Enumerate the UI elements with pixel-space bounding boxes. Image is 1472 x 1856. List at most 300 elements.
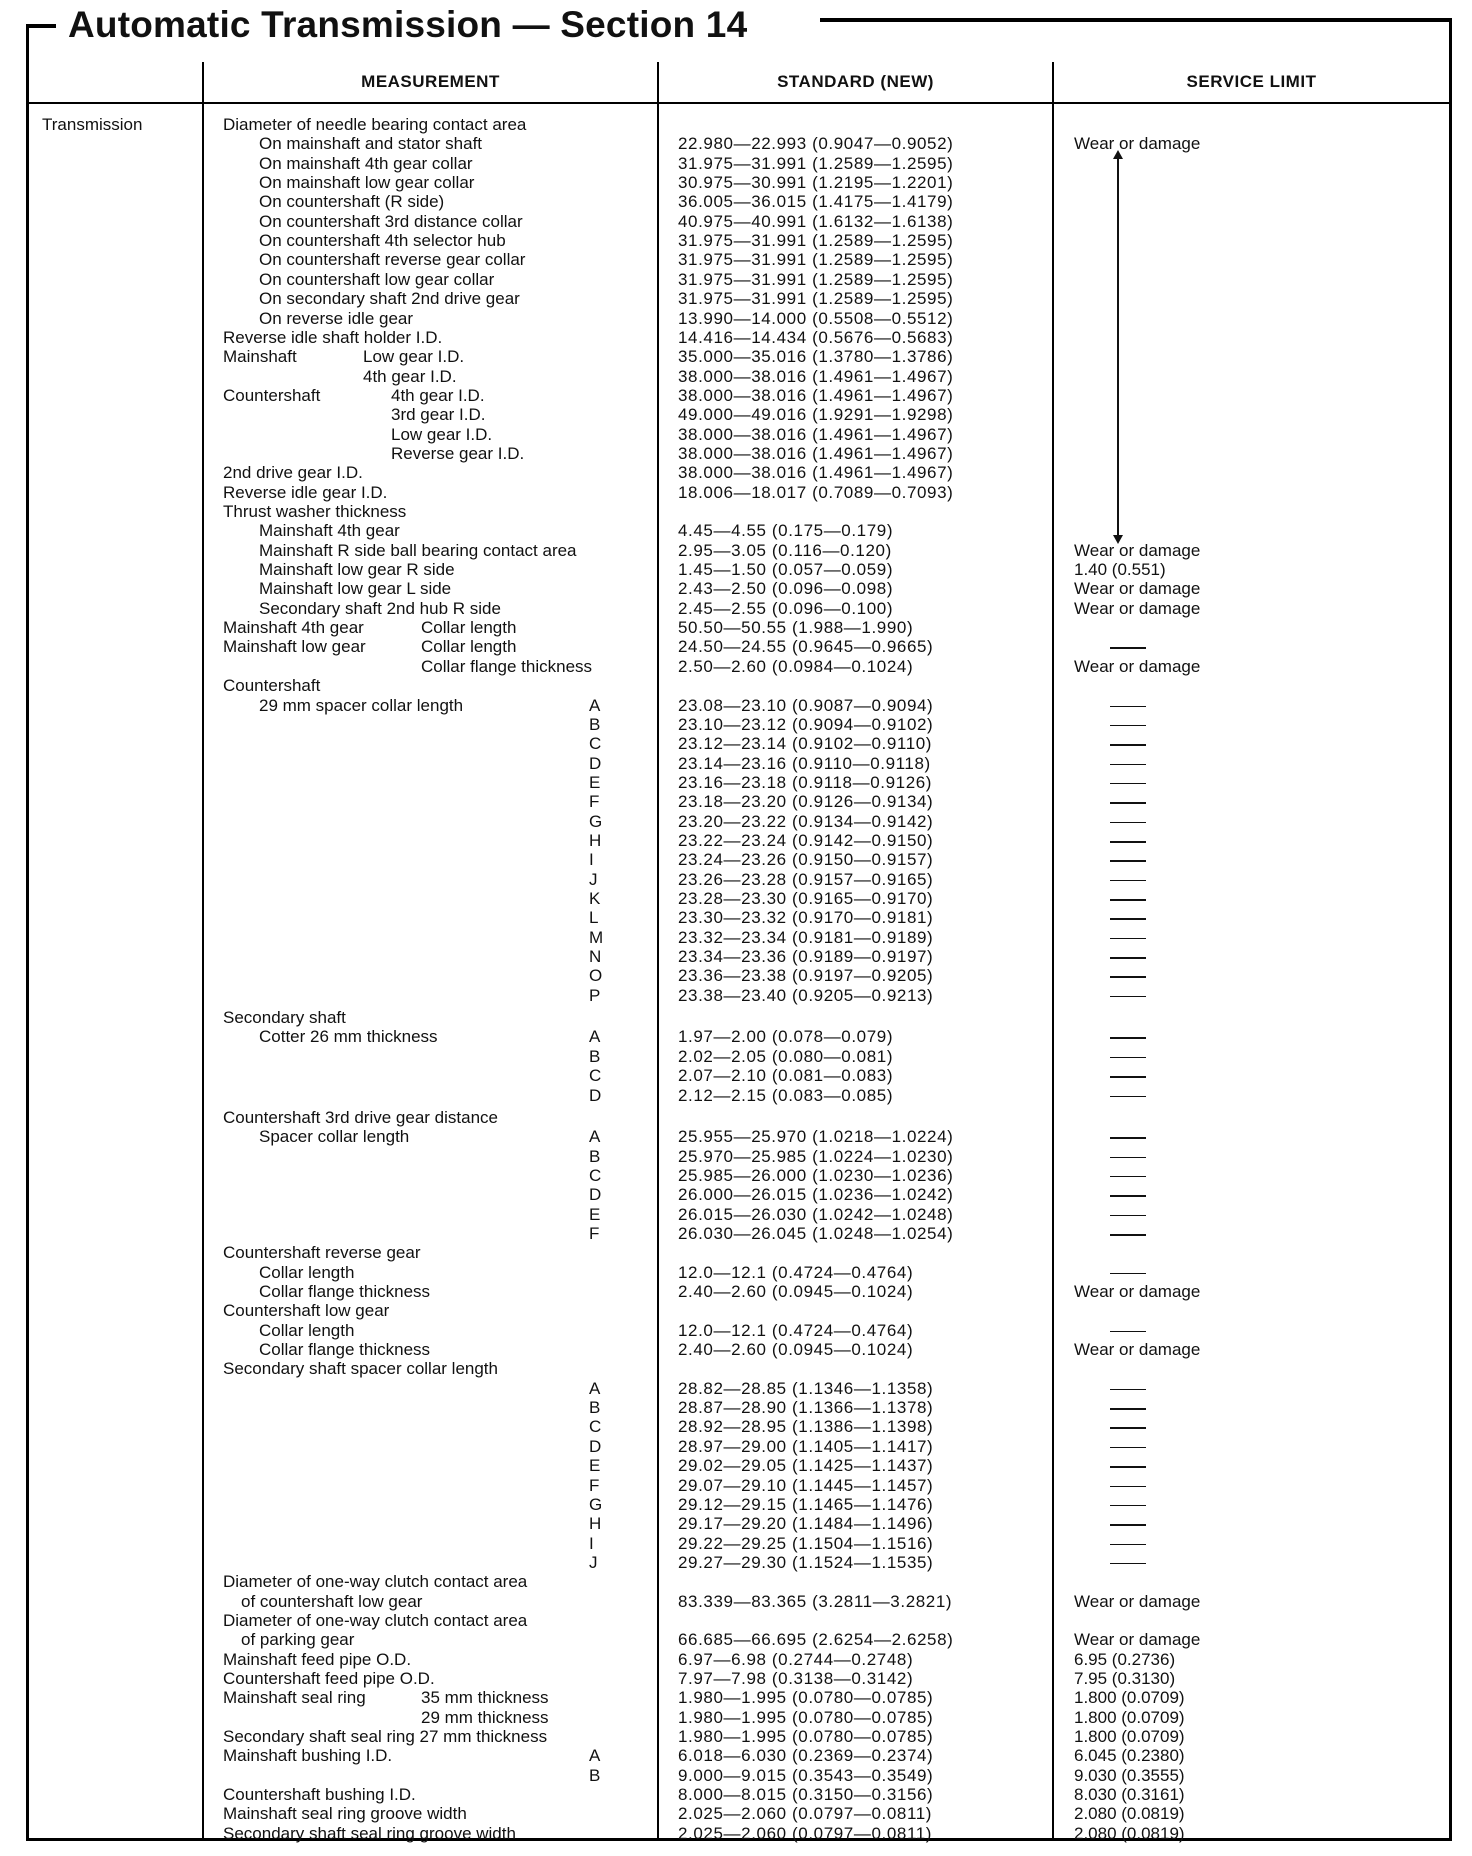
table-row [0,657,1472,676]
not-applicable-dash [1110,1466,1146,1468]
standard-value: 23.12—23.14 (0.9102—0.9110) [678,734,933,754]
standard-value: 1.980—1.995 (0.0780—0.0785) [678,1707,934,1727]
table-row [0,1514,1472,1533]
size-grade: E [589,772,601,792]
title-rule-left [26,24,56,28]
standard-value: 23.34—23.36 (0.9189—0.9197) [678,947,934,967]
standard-value: 1.45—1.50 (0.057—0.059) [678,560,894,580]
standard-value: 12.0—12.1 (0.4724—0.4764) [678,1262,914,1282]
measurement-sublabel: Low gear I.D. [363,347,465,367]
measurement-label: On countershaft 4th selector hub [259,231,506,251]
measurement-label: Mainshaft low gear R side [259,560,455,580]
table-row [0,250,1472,269]
standard-value: 38.000—38.016 (1.4961—1.4967) [678,385,954,405]
table-row [0,1108,1472,1127]
standard-value: 22.980—22.993 (0.9047—0.9052) [678,134,954,154]
measurement-label: Cotter 26 mm thickness [259,1027,438,1047]
table-row [0,328,1472,347]
standard-value: 31.975—31.991 (1.2589—1.2595) [678,153,954,173]
size-grade: A [589,695,601,715]
standard-value: 2.025—2.060 (0.0797—0.0811) [678,1823,933,1843]
table-row [0,792,1472,811]
table-row [0,1688,1472,1707]
standard-value: 38.000—38.016 (1.4961—1.4967) [678,366,954,386]
table-row [0,502,1472,521]
measurement-sublabel: Collar length [421,618,517,638]
size-grade: L [589,908,599,928]
size-grade: A [589,1378,601,1398]
table-row [0,367,1472,386]
standard-value: 2.025—2.060 (0.0797—0.0811) [678,1804,933,1824]
table-row [0,1785,1472,1804]
table-row [0,386,1472,405]
standard-value: 2.43—2.50 (0.096—0.098) [678,579,894,599]
size-grade: G [589,1494,603,1514]
not-applicable-dash [1110,1447,1146,1449]
size-grade: M [589,927,604,947]
standard-value: 13.990—14.000 (0.5508—0.5512) [678,308,954,328]
standard-value: 23.36—23.38 (0.9197—0.9205) [678,966,934,986]
standard-value: 2.40—2.60 (0.0945—0.1024) [678,1282,914,1301]
measurement-sublabel: 4th gear I.D. [363,366,457,386]
standard-value: 2.12—2.15 (0.083—0.085) [678,1085,894,1105]
standard-value: 31.975—31.991 (1.2589—1.2595) [678,289,954,309]
standard-value: 30.975—30.991 (1.2195—1.2201) [678,173,954,193]
measurement-sublabel: 3rd gear I.D. [391,405,486,425]
standard-value: 28.82—28.85 (1.1346—1.1358) [678,1378,934,1398]
service-limit-value: 2.080 (0.0819) [1074,1804,1185,1824]
not-applicable-dash [1110,647,1146,649]
table-row [0,599,1472,618]
service-limit-value: Wear or damage [1074,1282,1201,1301]
table-row [0,1592,1472,1611]
size-grade: B [589,714,601,734]
service-limit-value: 2.080 (0.0819) [1074,1823,1185,1843]
table-row [0,1047,1472,1066]
service-limit-value: Wear or damage [1074,1591,1201,1611]
standard-value: 29.22—29.25 (1.1504—1.1516) [678,1533,934,1553]
table-row [0,1185,1472,1204]
size-grade: I [589,850,594,870]
table-row [0,1127,1472,1146]
table-row [0,154,1472,173]
service-limit-value: Wear or damage [1074,598,1201,618]
not-applicable-dash [1110,1427,1146,1429]
not-applicable-dash [1110,1524,1146,1526]
standard-value: 1.980—1.995 (0.0780—0.0785) [678,1688,934,1708]
table-row [0,1824,1472,1843]
not-applicable-dash [1110,1389,1146,1391]
measurement-label: Reverse idle shaft holder I.D. [223,327,443,347]
measurement-label: Collar length [259,1262,355,1282]
table-row [0,1456,1472,1475]
table-row [0,173,1472,192]
size-grade: D [589,753,602,773]
not-applicable-dash [1110,725,1146,727]
not-applicable-dash [1110,1215,1146,1217]
standard-value: 23.38—23.40 (0.9205—0.9213) [678,985,934,1005]
table-row [0,134,1472,153]
standard-value: 23.16—23.18 (0.9118—0.9126) [678,772,933,792]
not-applicable-dash [1110,860,1146,862]
measurement-label: Diameter of one-way clutch contact area [223,1610,528,1630]
table-row [0,483,1472,502]
table-row [0,309,1472,328]
standard-value: 9.000—9.015 (0.3543—0.3549) [678,1765,934,1785]
size-grade: E [589,1456,601,1476]
standard-value: 28.97—29.00 (1.1405—1.1417) [678,1436,934,1456]
measurement-label: Mainshaft feed pipe O.D. [223,1649,412,1669]
measurement-sublabel: 4th gear I.D. [391,385,485,405]
measurement-label: Collar flange thickness [259,1282,431,1301]
service-limit-value: 1.40 (0.551) [1074,560,1166,580]
not-applicable-dash [1110,1486,1146,1488]
measurement-label: On mainshaft and stator shaft [259,134,483,154]
size-grade: B [589,1398,601,1418]
standard-value: 26.030—26.045 (1.0248—1.0254) [678,1223,954,1243]
standard-value: 23.22—23.24 (0.9142—0.9150) [678,830,934,850]
standard-value: 29.02—29.05 (1.1425—1.1437) [678,1456,934,1476]
not-applicable-dash [1110,996,1146,998]
standard-value: 25.955—25.970 (1.0218—1.0224) [678,1127,954,1147]
standard-value: 23.24—23.26 (0.9150—0.9157) [678,850,934,870]
table-row [0,1669,1472,1688]
standard-value: 23.20—23.22 (0.9134—0.9142) [678,811,934,831]
service-limit-value: Wear or damage [1074,1340,1201,1360]
measurement-label: Collar flange thickness [259,1340,431,1360]
table-row [0,908,1472,927]
measurement-sublabel: 29 mm thickness [421,1707,549,1727]
size-grade: F [589,792,600,812]
service-limit-value: 7.95 (0.3130) [1074,1669,1176,1688]
standard-value: 40.975—40.991 (1.6132—1.6138) [678,211,954,231]
measurement-label: Secondary shaft [223,1008,346,1028]
standard-value: 12.0—12.1 (0.4724—0.4764) [678,1320,914,1340]
standard-value: 29.07—29.10 (1.1445—1.1457) [678,1475,934,1495]
not-applicable-dash [1110,1331,1146,1333]
standard-value: 24.50—24.55 (0.9645—0.9665) [678,637,934,657]
not-applicable-dash [1110,822,1146,824]
table-row [0,889,1472,908]
not-applicable-dash [1110,1195,1146,1197]
table-row [0,1205,1472,1224]
table-row [0,1263,1472,1282]
table-row [0,1340,1472,1359]
not-applicable-dash [1110,1563,1146,1565]
standard-value: 2.02—2.05 (0.080—0.081) [678,1046,894,1066]
standard-value: 2.50—2.60 (0.0984—0.1024) [678,656,914,676]
measurement-label: Countershaft [223,385,321,405]
standard-value: 2.45—2.55 (0.096—0.100) [678,598,894,618]
measurement-label: Mainshaft R side ball bearing contact area [259,540,577,560]
size-grade: A [589,1127,601,1147]
size-grade: H [589,1514,602,1534]
table-row [0,463,1472,482]
size-grade: K [589,889,601,908]
standard-value: 2.95—3.05 (0.116—0.120) [678,540,892,560]
not-applicable-dash [1110,1273,1146,1275]
table-row [0,405,1472,424]
standard-value: 25.970—25.985 (1.0224—1.0230) [678,1146,954,1166]
table-row [0,870,1472,889]
standard-value: 8.000—8.015 (0.3150—0.3156) [678,1785,934,1805]
size-grade: C [589,734,602,754]
service-limit-value: Wear or damage [1074,134,1201,154]
service-limit-value: 9.030 (0.3555) [1074,1765,1185,1785]
table-row [0,1282,1472,1301]
page-title: Automatic Transmission — Section 14 [68,4,748,45]
table-row [0,773,1472,792]
table-row [0,715,1472,734]
size-grade: B [589,1146,601,1166]
table-row [0,966,1472,985]
table-row [0,1224,1472,1243]
measurement-label: 29 mm spacer collar length [259,695,464,715]
not-applicable-dash [1110,1037,1146,1039]
standard-value: 6.018—6.030 (0.2369—0.2374) [678,1746,934,1766]
standard-value: 38.000—38.016 (1.4961—1.4967) [678,424,954,444]
table-row [0,1379,1472,1398]
table-row [0,579,1472,598]
standard-value: 28.87—28.90 (1.1366—1.1378) [678,1398,934,1418]
not-applicable-dash [1110,957,1146,959]
table-row [0,192,1472,211]
measurement-label: Diameter of one-way clutch contact area [223,1572,528,1592]
service-limit-value: Wear or damage [1074,540,1201,560]
table-row [0,754,1472,773]
table-row [0,1359,1472,1378]
standard-value: 29.27—29.30 (1.1524—1.1535) [678,1552,934,1572]
standard-value: 18.006—18.017 (0.7089—0.7093) [678,482,954,502]
table-row [0,1746,1472,1765]
table-row [0,1417,1472,1436]
standard-value: 66.685—66.695 (2.6254—2.6258) [678,1630,954,1650]
not-applicable-dash [1110,1176,1146,1178]
measurement-label: On countershaft (R side) [259,192,445,212]
not-applicable-dash [1110,1544,1146,1546]
measurement-label: Countershaft 3rd drive gear distance [223,1107,498,1127]
measurement-label: Secondary shaft seal ring 27 mm thickness [223,1727,548,1747]
measurement-sublabel: Collar flange thickness [421,656,593,676]
table-row [0,1495,1472,1514]
table-row [0,289,1472,308]
size-grade: H [589,830,602,850]
table-row [0,947,1472,966]
standard-value: 23.30—23.32 (0.9170—0.9181) [678,908,934,928]
size-grade: F [589,1475,600,1495]
not-applicable-dash [1110,1234,1146,1236]
header-service-limit: SERVICE LIMIT [1186,72,1317,91]
table-row [0,425,1472,444]
service-limit-value: Wear or damage [1074,656,1201,676]
measurement-sublabel: Collar length [421,637,517,657]
measurement-label: Mainshaft bushing I.D. [223,1746,393,1766]
measurement-label: Thrust washer thickness [223,502,407,521]
measurement-label: Secondary shaft seal ring groove width [223,1823,516,1843]
size-grade: J [589,1552,598,1572]
standard-value: 38.000—38.016 (1.4961—1.4967) [678,463,954,483]
table-row [0,1708,1472,1727]
size-grade: D [589,1436,602,1456]
measurement-label: Secondary shaft 2nd hub R side [259,598,501,618]
table-row [0,928,1472,947]
table-row [0,1727,1472,1746]
standard-value: 1.980—1.995 (0.0780—0.0785) [678,1727,934,1747]
not-applicable-dash [1110,1096,1146,1098]
table-row [0,734,1472,753]
measurement-label: On countershaft reverse gear collar [259,250,526,270]
size-grade: C [589,1417,602,1437]
table-row [0,1630,1472,1649]
table-row [0,1437,1472,1456]
measurement-label: Mainshaft seal ring groove width [223,1804,467,1824]
table-row [0,444,1472,463]
size-grade: G [589,811,603,831]
table-row [0,696,1472,715]
table-row [0,1301,1472,1320]
standard-value: 31.975—31.991 (1.2589—1.2595) [678,269,954,289]
not-applicable-dash [1110,899,1146,901]
standard-value: 28.92—28.95 (1.1386—1.1398) [678,1417,934,1437]
table-row [0,1766,1472,1785]
not-applicable-dash [1110,1076,1146,1078]
not-applicable-dash [1110,764,1146,766]
size-grade: N [589,947,602,967]
standard-value: 49.000—49.016 (1.9291—1.9298) [678,405,954,425]
header-standard: STANDARD (NEW) [777,72,934,91]
not-applicable-dash [1110,1157,1146,1159]
not-applicable-dash [1110,938,1146,940]
size-grade: C [589,1165,602,1185]
standard-value: 25.985—26.000 (1.0230—1.0236) [678,1165,954,1185]
table-row [0,1398,1472,1417]
measurement-label: of parking gear [241,1630,355,1650]
not-applicable-dash [1110,1505,1146,1507]
table-row [0,1086,1472,1105]
title-rule-right [820,18,1452,22]
measurement-sublabel: Reverse gear I.D. [391,443,525,463]
table-row [0,115,1472,134]
standard-value: 31.975—31.991 (1.2589—1.2595) [678,231,954,251]
table-row [0,1147,1472,1166]
table-row [0,812,1472,831]
not-applicable-dash [1110,976,1146,978]
not-applicable-dash [1110,783,1146,785]
not-applicable-dash [1110,841,1146,843]
size-grade: F [589,1223,600,1243]
standard-value: 23.28—23.30 (0.9165—0.9170) [678,889,934,908]
table-row [0,212,1472,231]
measurement-label: 2nd drive gear I.D. [223,463,363,483]
measurement-sublabel: Low gear I.D. [391,424,493,444]
standard-value: 23.10—23.12 (0.9094—0.9102) [678,714,934,734]
measurement-label: Countershaft reverse gear [223,1243,421,1263]
header-rule [26,102,1452,104]
table-row [0,521,1472,540]
service-limit-value: Wear or damage [1074,1630,1201,1650]
measurement-label: On secondary shaft 2nd drive gear [259,289,520,309]
measurement-label: On countershaft 3rd distance collar [259,211,523,231]
measurement-sublabel: 35 mm thickness [421,1688,549,1708]
table-row [0,1476,1472,1495]
service-limit-value: Wear or damage [1074,579,1201,599]
size-grade: B [589,1046,601,1066]
measurement-label: On mainshaft low gear collar [259,173,475,193]
standard-value: 35.000—35.016 (1.3780—1.3786) [678,347,954,367]
table-row [0,986,1472,1005]
size-grade: P [589,985,601,1005]
measurement-label: of countershaft low gear [241,1591,423,1611]
standard-value: 2.40—2.60 (0.0945—0.1024) [678,1340,914,1360]
size-grade: D [589,1185,602,1205]
measurement-label: Reverse idle gear I.D. [223,482,388,502]
measurement-label: Collar length [259,1320,355,1340]
not-applicable-dash [1110,918,1146,920]
table-row [0,676,1472,695]
measurement-label: Mainshaft low gear L side [259,579,452,599]
table-row [0,1166,1472,1185]
standard-value: 26.015—26.030 (1.0242—1.0248) [678,1204,954,1224]
table-row [0,1572,1472,1591]
service-limit-value: 6.045 (0.2380) [1074,1746,1185,1766]
measurement-label: Mainshaft low gear [223,637,366,657]
size-grade: J [589,869,598,889]
not-applicable-dash [1110,1137,1146,1139]
measurement-label: Spacer collar length [259,1127,410,1147]
measurement-label: Countershaft bushing I.D. [223,1785,416,1805]
size-grade: O [589,966,603,986]
measurement-label: Mainshaft 4th gear [223,618,364,638]
table-row [0,560,1472,579]
standard-value: 50.50—50.55 (1.988—1.990) [678,618,914,638]
measurement-label: Secondary shaft spacer collar length [223,1359,498,1379]
measurement-label: Countershaft [223,676,321,696]
measurement-label: On mainshaft 4th gear collar [259,153,473,173]
standard-value: 26.000—26.015 (1.0236—1.0242) [678,1185,954,1205]
table-row [0,1804,1472,1823]
service-limit-value: 8.030 (0.3161) [1074,1785,1185,1805]
size-grade: I [589,1533,594,1553]
standard-value: 29.12—29.15 (1.1465—1.1476) [678,1494,934,1514]
standard-value: 23.14—23.16 (0.9110—0.9118) [678,753,931,773]
size-grade: A [589,1027,601,1047]
service-limit-value: 1.800 (0.0709) [1074,1727,1185,1747]
not-applicable-dash [1110,706,1146,708]
measurement-label: Mainshaft [223,347,297,367]
size-grade: A [589,1746,601,1766]
size-grade: E [589,1204,601,1224]
standard-value: 36.005—36.015 (1.4175—1.4179) [678,192,954,212]
standard-value: 29.17—29.20 (1.1484—1.1496) [678,1514,934,1534]
table-row [0,1534,1472,1553]
table-row [0,1650,1472,1669]
standard-value: 23.18—23.20 (0.9126—0.9134) [678,792,934,812]
standard-value: 31.975—31.991 (1.2589—1.2595) [678,250,954,270]
table-row [0,231,1472,250]
size-grade: D [589,1085,602,1105]
not-applicable-dash [1110,1057,1146,1059]
size-grade: C [589,1066,602,1086]
table-row [0,850,1472,869]
standard-value: 1.97—2.00 (0.078—0.079) [678,1027,894,1047]
table-row [0,1611,1472,1630]
not-applicable-dash [1110,802,1146,804]
service-limit-value: 1.800 (0.0709) [1074,1688,1185,1708]
table-row [0,347,1472,366]
table-row [0,1243,1472,1262]
measurement-label: Mainshaft seal ring [223,1688,366,1708]
standard-value: 2.07—2.10 (0.081—0.083) [678,1066,894,1086]
